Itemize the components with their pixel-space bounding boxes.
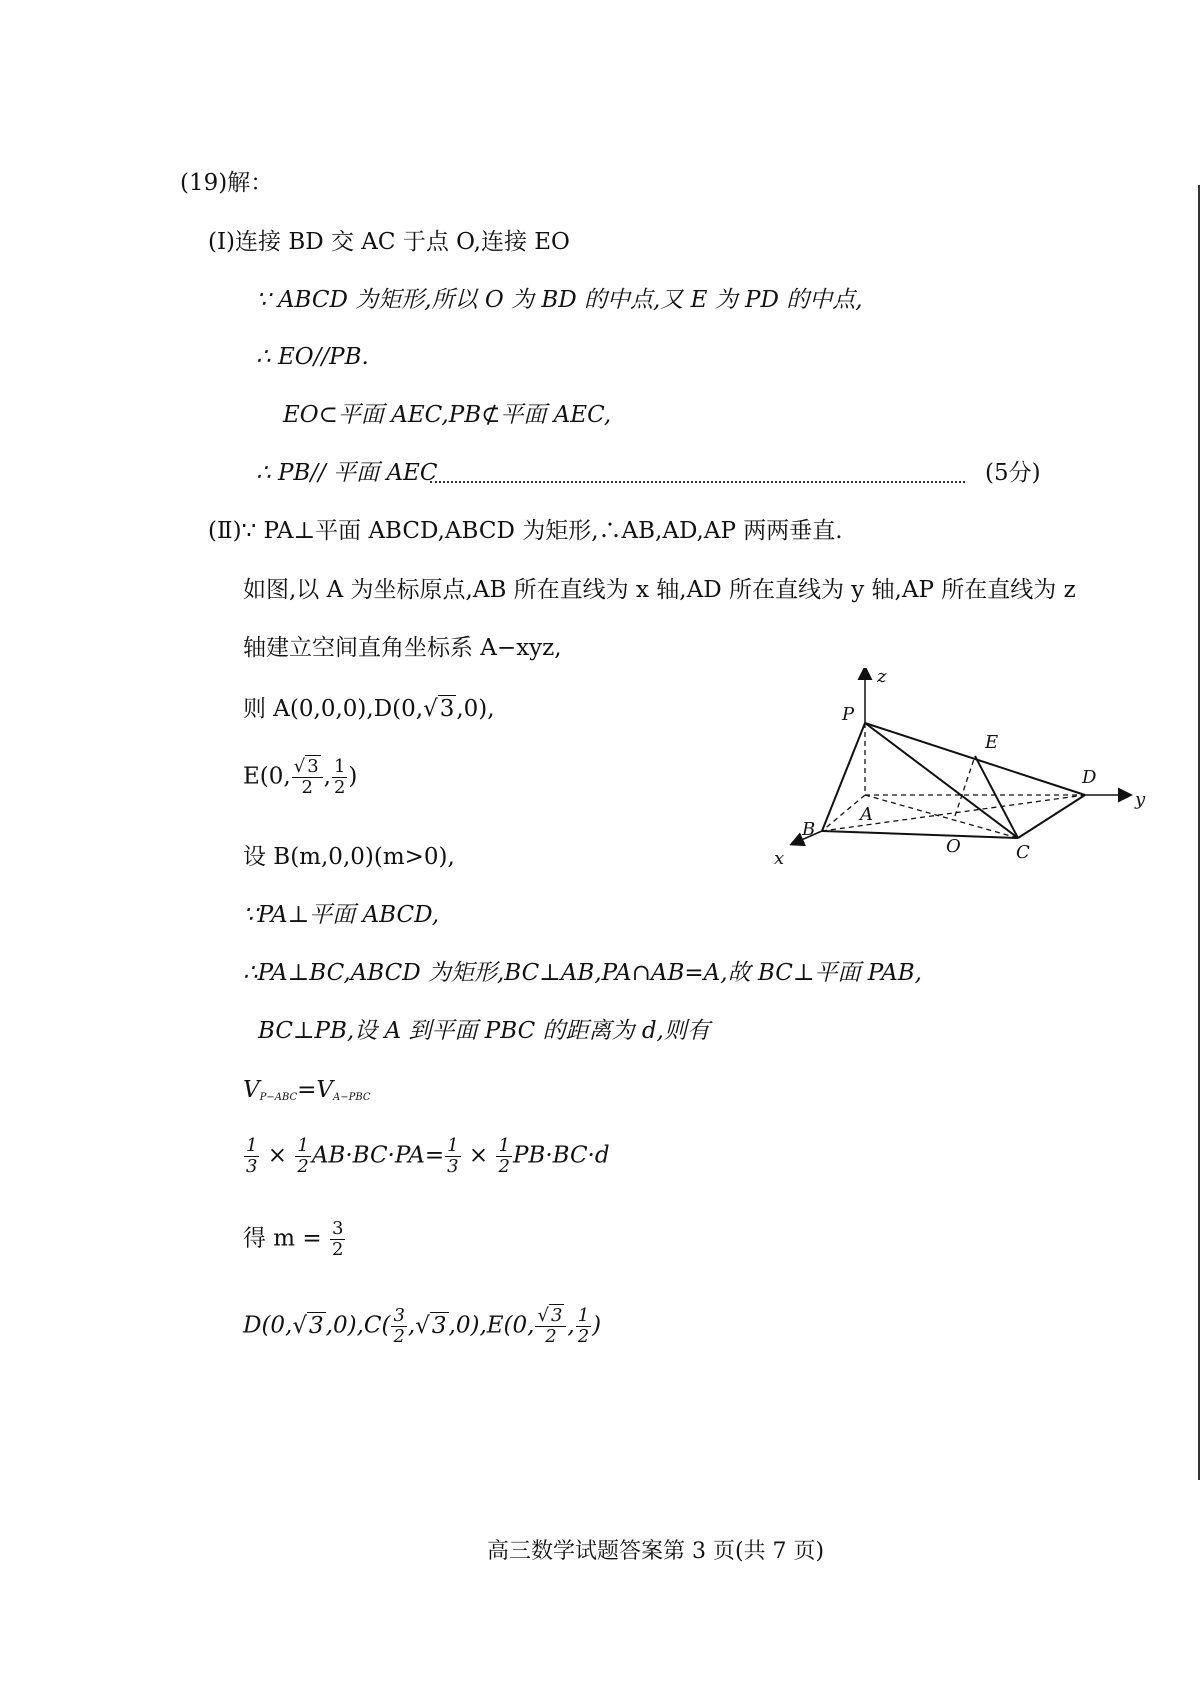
m-result-text: 得 m = (243, 1225, 322, 1252)
page-footer: 高三数学试题答案第 3 页(共 7 页) (487, 1539, 825, 1564)
sqrt-3: √3 (415, 1312, 447, 1339)
volume-equation (243, 1078, 371, 1103)
coords-d: D(0, (243, 1312, 293, 1339)
frac-1-over-2 (295, 1137, 310, 1176)
label-d: D (1082, 767, 1097, 788)
bc-perp-plane: ∴PA⊥BC,ABCD 为矩形,BC⊥AB,PA∩AB=A,故 BC⊥平面 PAB, (243, 960, 922, 986)
score-label: (5分) (985, 460, 1041, 486)
frac-sqrt3-over-2: $\frac{√ 3}{2}$ (292, 758, 323, 797)
sqrt-3: √3 (423, 696, 455, 722)
left-product: AB·BC·PA= (311, 1142, 445, 1169)
part2-line1: (Ⅱ)∵ PA⊥平面 ABCD,ABCD 为矩形,∴AB,AD,AP 两两垂直. (208, 518, 843, 544)
sqrt-3: √3 (292, 1312, 324, 1339)
times-sign: × (468, 1142, 489, 1169)
coords-e-start: ,0),E(0, (448, 1312, 535, 1339)
label-x: x (774, 848, 785, 869)
coords-a-d (243, 697, 495, 722)
frac-den: 2 (393, 1326, 405, 1347)
part1-line2: ∵ ABCD 为矩形,所以 O 为 BD 的中点,又 E 为 PD 的中点, (256, 287, 863, 313)
volume-sub-2: A−PBC (333, 1092, 371, 1103)
sqrt-radicand: 3 (309, 1312, 324, 1339)
volume-v: V (243, 1077, 260, 1103)
frac-num: 3 (332, 1218, 344, 1239)
frac-1-over-2 (332, 758, 347, 797)
label-c: C (1016, 842, 1030, 863)
label-a: A (860, 804, 873, 825)
coords-e-end: ) (348, 763, 358, 790)
label-p: P (842, 704, 855, 725)
coords-end: ) (592, 1312, 602, 1339)
frac-num: 1 (447, 1135, 459, 1156)
sqrt-radicand: 3 (431, 1312, 447, 1339)
label-z: z (877, 668, 887, 687)
part1-line1: (Ⅰ)连接 BD 交 AC 于点 O,连接 EO (208, 229, 570, 255)
part2-line3: 轴建立空间直角坐标系 A−xyz, (243, 635, 562, 661)
label-o: O (946, 836, 961, 857)
part1-line5: ∴ PB// 平面 AEC (256, 460, 438, 486)
problem-number: (19)解： (180, 170, 274, 196)
frac-sqrt3-over-2: $\frac{√ 3}{2}$ (535, 1307, 566, 1346)
dot-leader (430, 463, 965, 483)
frac-3-over-2 (330, 1220, 345, 1259)
sqrt-radicand: 3 (550, 1305, 563, 1326)
frac-den: 2 (301, 777, 313, 798)
frac-den: 2 (545, 1326, 557, 1347)
sqrt-radicand: 3 (439, 696, 455, 722)
label-b: B (802, 819, 816, 840)
part1-line4: EO⊂平面 AEC,PB⊄平面 AEC, (283, 402, 612, 428)
pa-perp-plane: ∵PA⊥平面 ABCD, (243, 902, 440, 928)
frac-den: 2 (333, 777, 346, 798)
volume-expansion (243, 1137, 610, 1176)
final-coords (243, 1307, 601, 1346)
frac-num: 1 (498, 1135, 510, 1156)
frac-den: 2 (332, 1239, 344, 1260)
frac-1-over-2 (576, 1307, 591, 1346)
sqrt-radicand: 3 (307, 756, 319, 777)
frac-1-over-2 (496, 1137, 511, 1176)
part1-line3: ∴ EO//PB. (256, 344, 369, 370)
distance-setup: BC⊥PB,设 A 到平面 PBC 的距离为 d,则有 (258, 1018, 710, 1044)
frac-num: 1 (333, 756, 346, 777)
volume-eq: =V (297, 1077, 334, 1103)
label-e: E (985, 732, 999, 753)
frac-3-over-2 (391, 1307, 406, 1346)
assume-b: 设 B(m,0,0)(m>0), (243, 844, 455, 870)
coords-c-start: ,0),C( (325, 1312, 391, 1339)
frac-num: 1 (577, 1305, 590, 1326)
volume-sub-1: P−ABC (259, 1092, 298, 1103)
coords-e (243, 758, 357, 797)
frac-num: 1 (297, 1135, 309, 1156)
comma: , (323, 763, 331, 790)
label-y: y (1135, 789, 1146, 810)
m-result (243, 1220, 346, 1259)
frac-den: 3 (246, 1156, 258, 1177)
coords-a-d-text: 则 A(0,0,0),D(0, (243, 696, 424, 722)
frac-num: 3 (393, 1305, 405, 1326)
frac-1-over-3 (445, 1137, 460, 1176)
frac-den: 2 (498, 1156, 510, 1177)
times-sign: × (267, 1142, 288, 1169)
comma: , (407, 1312, 416, 1339)
frac-num: 1 (246, 1135, 258, 1156)
frac-den: 2 (577, 1326, 590, 1347)
comma: , (567, 1312, 575, 1339)
part2-line2: 如图,以 A 为坐标原点,AB 所在直线为 x 轴,AD 所在直线为 y 轴,AP 所在直线为 z (243, 577, 1076, 603)
coords-a-d-end: ,0), (456, 696, 495, 722)
right-product: PB·BC·d (512, 1142, 610, 1169)
coords-e-start: E(0, (243, 763, 291, 790)
pyramid-coordinate-figure (770, 668, 1150, 943)
frac-den: 3 (447, 1156, 459, 1177)
frac-1-over-3 (244, 1137, 259, 1176)
frac-den: 2 (297, 1156, 309, 1177)
